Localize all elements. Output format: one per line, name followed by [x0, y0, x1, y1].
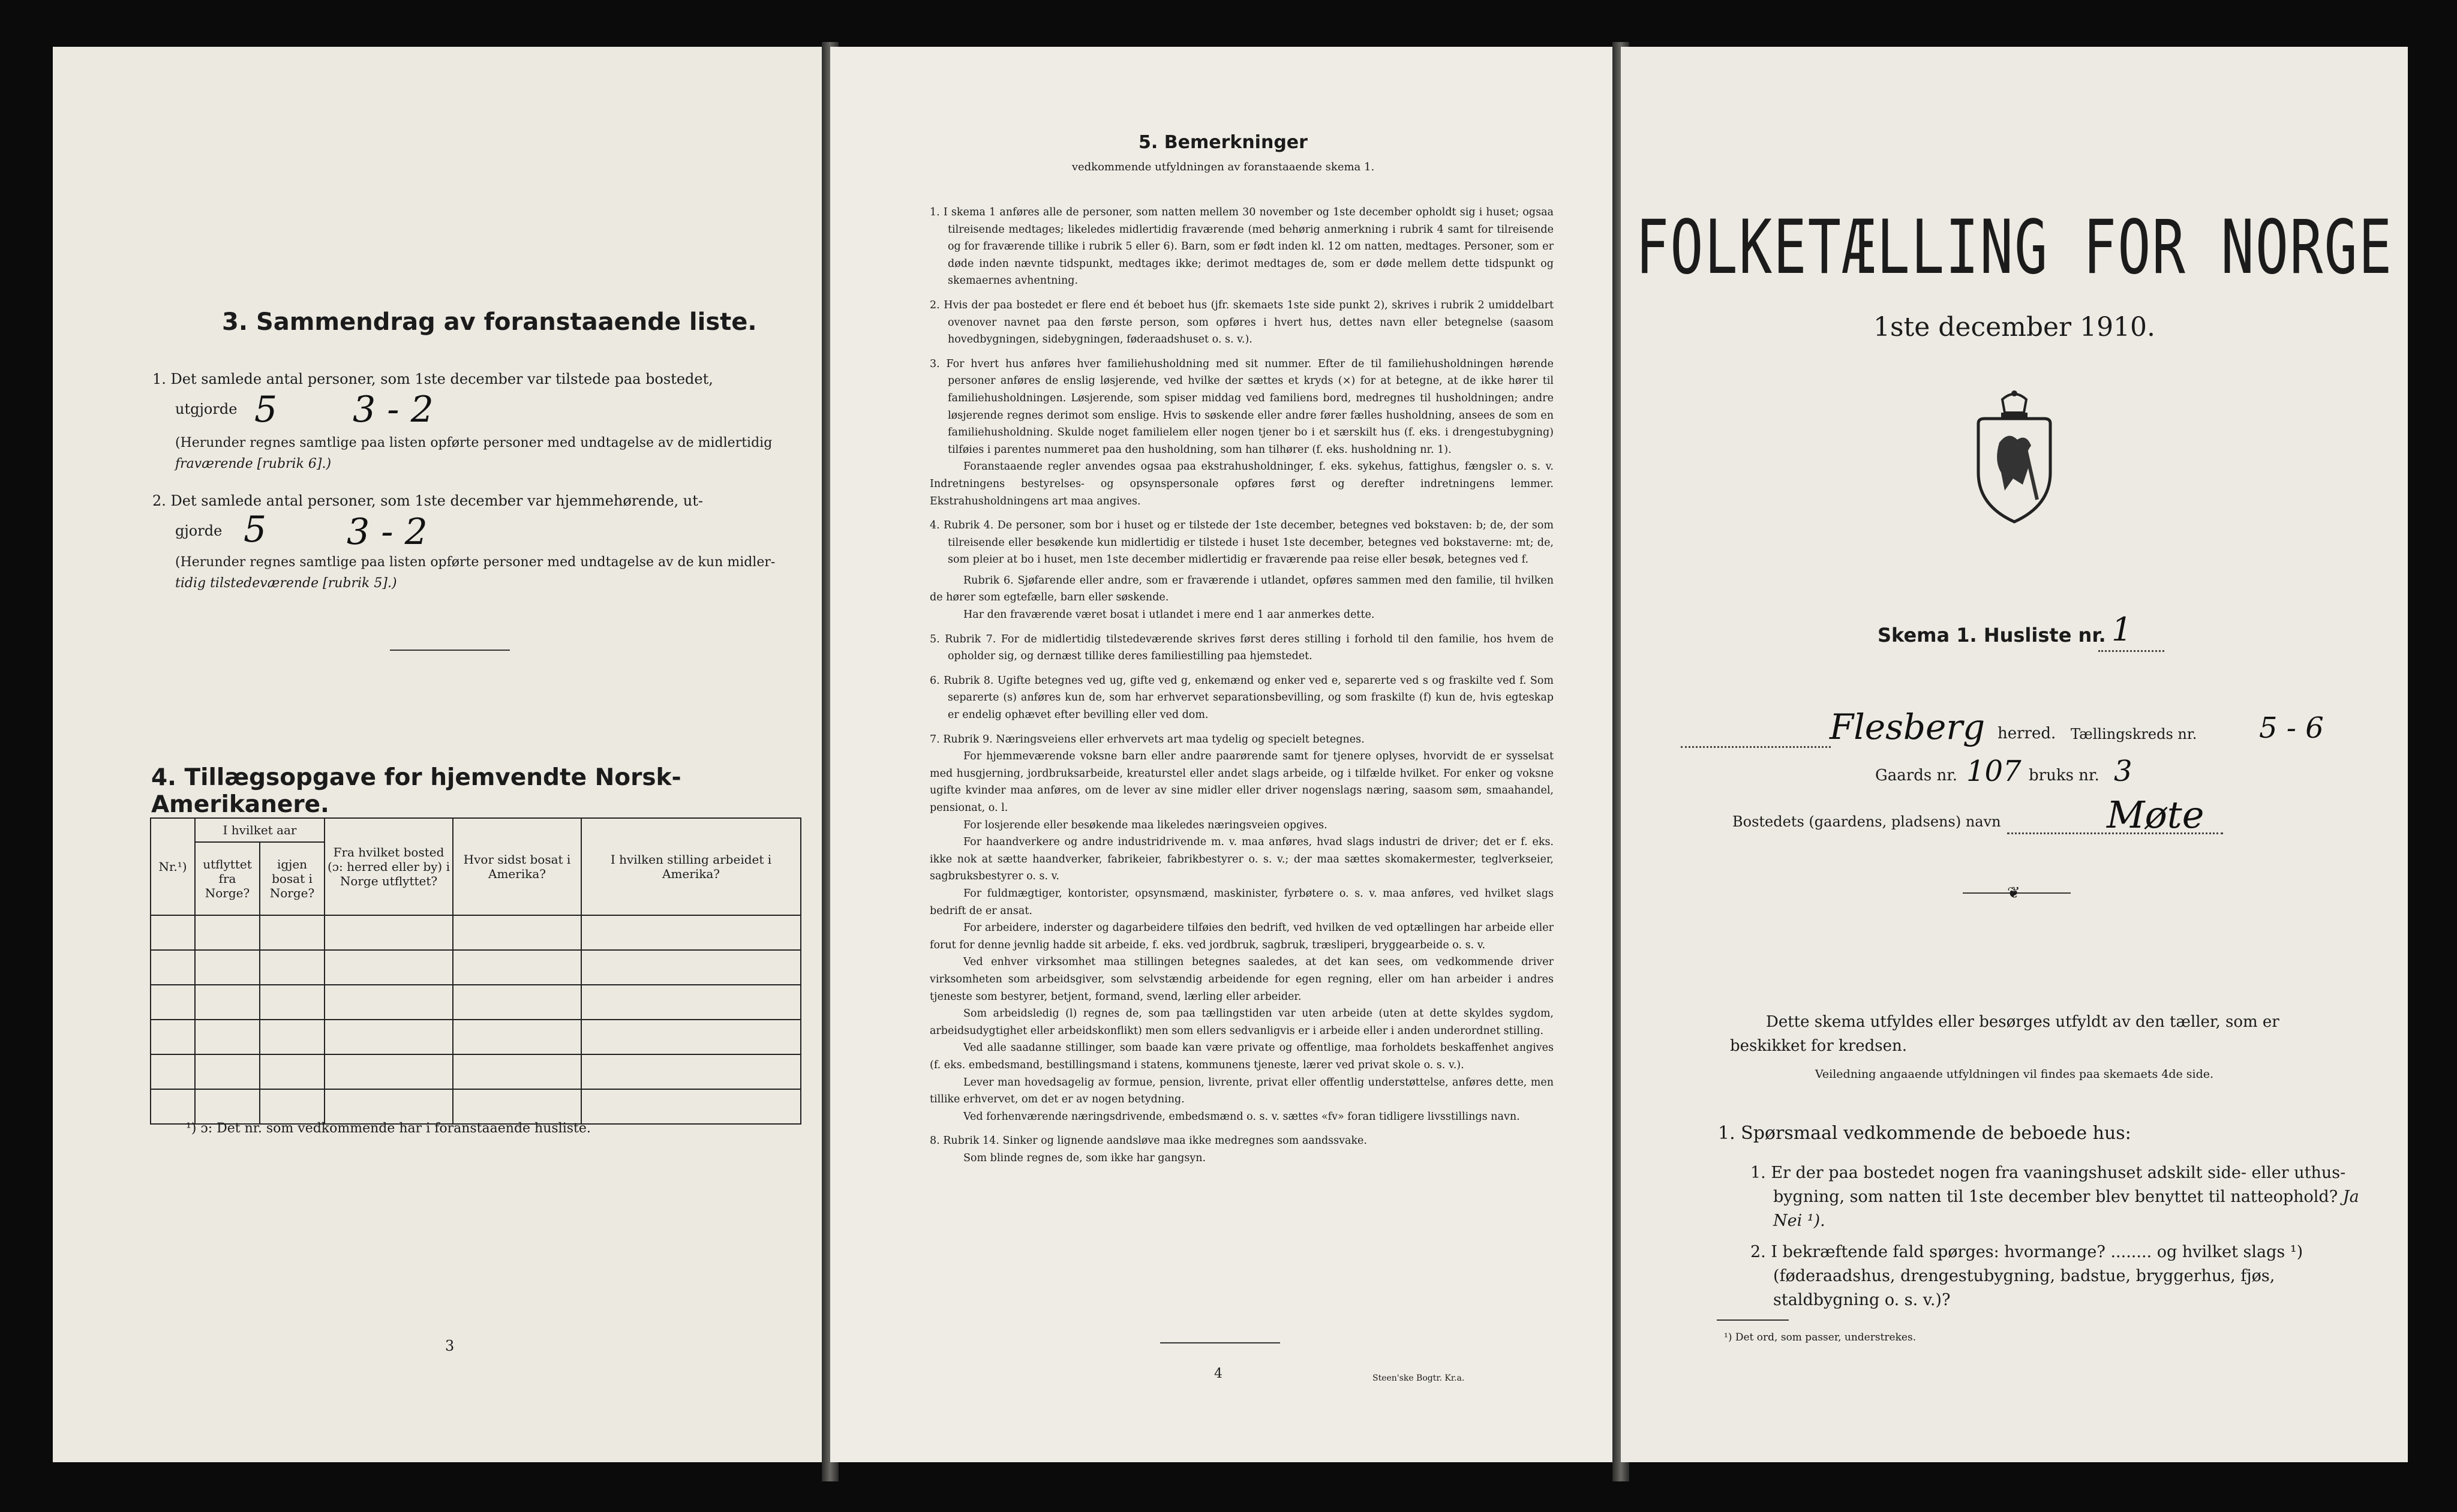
- table-row: [151, 985, 801, 1020]
- item2-prefix: gjorde: [175, 522, 223, 539]
- instruction-text: Dette skema utfyldes eller besørges utfyldt av den tæller, som er beskikket for kredsen.: [1730, 1013, 2279, 1055]
- remark-paragraph: Ved enhver virksomhet maa stillingen betegnes saaledes, at det kan sees, om vedkommende driver virksomheten som arbeidsgiver, som selvstændig arbeidende for egen regning, eller om han arbeider i andres tjeneste som bestyrer, betjent, formand, svend, lærling eller arbeider.: [930, 956, 1554, 1003]
- th-nr: Nr.¹): [151, 818, 195, 915]
- bosted-label: Bostedets (gaardens, pladsens) navn: [1732, 813, 2001, 830]
- item1-note1: (Herunder regnes samtlige paa listen opførte personer med undtagelse av de midlertidig: [175, 435, 773, 450]
- th-from-where: Fra hvilket bosted (ɔ: herred eller by) i Norge utflyttet?: [325, 818, 453, 915]
- page-number-middle: 4: [1214, 1366, 1223, 1381]
- table-row: [151, 915, 801, 950]
- remark-paragraph: Ved alle saadanne stillinger, som baade kan være private og offentlige, maa forholdets beskaffenhet angives (f. eks. embedsmand, bestillingsmand i statens, kommunens tjeneste, lærer ved privat skole o. s. v.).: [930, 1042, 1554, 1071]
- item2-note1: (Herunder regnes samtlige paa listen opførte personer med undtagelse av de kun midler-: [175, 555, 776, 570]
- divider: [390, 650, 510, 651]
- remark-paragraph: 4. Rubrik 4. De personer, som bor i huset og er tilstede der 1ste december, betegnes ved bokstaven: b; de, der som tilreisende eller besøkende kun midlertidig er tilstede i huset 1ste december, betegnes ved bokstaverne: mt; de, som pleier at bo i huset, men 1ste december midlertidig er fraværende paa reise eller besøk, betegnes ved f.: [930, 519, 1554, 566]
- skema-label: Skema 1. Husliste nr.: [1878, 624, 2106, 647]
- bemerkninger-title: 5. Bemerkninger: [1139, 132, 1308, 153]
- remark-paragraph: 8. Rubrik 14. Sinker og lignende aandsløve maa ikke medregnes som aandssvake.: [930, 1135, 1367, 1147]
- remark-paragraph: Som blinde regnes de, som ikke har gangsyn.: [963, 1152, 1206, 1164]
- census-date: 1ste december 1910.: [1873, 312, 2156, 342]
- th-last-lived: Hvor sidst bosat i Amerika?: [453, 818, 581, 915]
- question-2: 2. I bekræftende fald spørges: hvormange? ........ og hvilket slags ¹) (føderaadshus, drengestubygning, badstue, bryggerhus, fjøs, staldbygning o. s. v.)?: [1750, 1243, 2303, 1309]
- th-returned: igjen bosat i Norge?: [260, 842, 325, 915]
- remark-paragraph: For haandverkere og andre industridrivende m. v. maa anføres, hvad slags industri de driver; det er f. eks. ikke nok at sætte haandverker, fabrikeier, fabrikbestyrer o. s. v.; der maa sættes skomakermester, teglverkseier, sagbruksbestyrer o. s. v.: [930, 836, 1554, 883]
- bruks-hand-value: 3: [2114, 755, 2132, 788]
- remark-paragraph: For losjerende eller besøkende maa likeledes næringsveien opgives.: [963, 819, 1327, 831]
- divider: [1717, 1319, 1789, 1321]
- kreds-hand-value: 5 - 6: [2259, 711, 2324, 745]
- item1-hand-split: 3 - 2: [353, 389, 434, 431]
- remark-paragraph: Som arbeidsledig (l) regnes de, som paa tællingstiden var uten arbeide (uten at dette skyldes sygdom, arbeidsudygtighet eller arbeidskonflikt) men som ellers sedvanligvis er i arbeide eller i anden underordnet stilling.: [930, 1008, 1554, 1037]
- question-1-text: 1. Er der paa bostedet nogen fra vaaningshuset adskilt side- eller uthus-bygning, som natten til 1ste december blev benyttet til natteophold?: [1750, 1164, 2346, 1206]
- remark-paragraph: For arbeidere, inderster og dagarbeidere tilføies den bedrift, ved hvilken de ved optællingen har arbeide eller forut for denne jevnlig hadde sit arbeide, f. eks. ved jordbruk, sagbruk, træsliperi, bryggearbeide o. s. v.: [930, 922, 1554, 951]
- gaards-hand-value: 107: [1966, 755, 2022, 788]
- remark-paragraph: 1. I skema 1 anføres alle de personer, som natten mellem 30 november og 1ste december opholdt sig i huset; ogsaa tilreisende medtages; likeledes midlertidig fraværende (med behørig anmerkning i rubrik 4 samt for tilreisende og for fraværende tillike i rubrik 5 eller 6). Barn, som er født inden kl. 12 om natten, medtages. Personer, som er døde inden nævnte tidspunkt, medtages ikke; derimot medtages de, som er døde mellem dette tidspunkt og skemaernes avhentning.: [930, 206, 1554, 287]
- gaards-label: Gaards nr.: [1875, 766, 1958, 784]
- skema-hand-value: 1: [2111, 611, 2132, 648]
- printer-mark: Steen'ske Bogtr. Kr.a.: [1372, 1373, 1465, 1383]
- item2-hand-split: 3 - 2: [347, 511, 428, 553]
- remark-paragraph: 2. Hvis der paa bostedet er flere end ét beboet hus (jfr. skemaets 1ste side punkt 2), skrives i rubrik 2 umiddelbart ovenover navnet paa den første person, som opføres i hvert hus, dettes navn eller betegnelse (saasom hovedbygningen, sidebygningen, føderaadshuset o. s. v.).: [930, 299, 1554, 346]
- right-footnote: ¹) Det ord, som passer, understrekes.: [1724, 1331, 1917, 1343]
- table-row: [151, 950, 801, 985]
- remark-paragraph: For fuldmægtiger, kontorister, opsynsmænd, maskinister, fyrbøtere o. s. v. maa anføres, ved hvilket slags bedrift de er ansat.: [930, 887, 1554, 917]
- remark-paragraph: 6. Rubrik 8. Ugifte betegnes ved ug, gifte ved g, enkemænd og enker ved e, separerte ved s og fraskilte ved f. Som separerte (s) anføres kun de, som har erhvervet separationsbevilling, og som fraskilte (f) kun de, hvis egteskap er endelig ophævet efter bevilling eller ved dom.: [930, 674, 1554, 722]
- bosted-hand-value: Møte: [2107, 793, 2204, 837]
- item2-line1: 2. Det samlede antal personer, som 1ste december var hjemmehørende, ut-: [152, 492, 703, 509]
- norsk-amerikanere-table: [150, 817, 801, 1125]
- item1-line1: 1. Det samlede antal personer, som 1ste december var tilstede paa bostedet,: [152, 371, 713, 387]
- herred-hand-value: Flesberg: [1830, 707, 1986, 747]
- left-page: [53, 47, 827, 1462]
- middle-page: [830, 47, 1616, 1462]
- table-row: [151, 1054, 801, 1089]
- remark-paragraph: Har den fraværende været bosat i utlandet i mere end 1 aar anmerkes dette.: [963, 609, 1375, 621]
- th-group: I hvilket aar: [195, 818, 325, 842]
- bruks-label: bruks nr.: [2029, 766, 2099, 784]
- bemerkninger-subtitle: vedkommende utfyldningen av foranstaaende skema 1.: [1071, 161, 1375, 173]
- remark-paragraph: Foranstaaende regler anvendes ogsaa paa ekstrahusholdninger, f. eks. sykehus, fattighus, fængsler o. s. v. Indretningens bestyrelses- og opsynspersonale opføres først og derefter indretningens lemmer. Ekstrahusholdningens art maa angives.: [930, 461, 1554, 507]
- coat-of-arms-icon: [1966, 389, 2062, 527]
- remark-paragraph: For hjemmeværende voksne barn eller andre paarørende samt for tjenere oplyses, hvorvidt de er sysselsat med husgjerning, jordbruksarbeide, kreaturstel eller andet slags arbeide, og i tilfælde hvilket. For enker og voksne ugifte kvinder maa anføres, om de lever av sine midler eller driver nogenslags næring, saasom søm, smaahandel, pensionat, o. l.: [930, 750, 1554, 814]
- census-title: FOLKETÆLLING FOR NORGE: [1635, 204, 2393, 291]
- table-footnote: ¹) ɔ: Det nr. som vedkommende har i foranstaaende husliste.: [186, 1121, 591, 1136]
- remark-paragraph: 5. Rubrik 7. For de midlertidig tilstedeværende skrives først deres stilling i forhold til den familie, hos hvem de opholder sig, og dernæst tillike deres familiestilling paa hjemstedet.: [930, 633, 1554, 663]
- section4-title: 4. Tillægsopgave for hjemvendte Norsk-Amerikanere.: [151, 764, 681, 818]
- page-number-left: 3: [445, 1337, 455, 1354]
- th-emigrated: utflyttet fra Norge?: [195, 842, 260, 915]
- item2-hand-value: 5: [244, 509, 267, 551]
- remark-paragraph: Rubrik 6. Sjøfarende eller andre, som er fraværende i utlandet, opføres sammen med den familie, til hvilken de hører som egtefælle, barn eller søskende.: [930, 574, 1554, 604]
- instruction-note: Veiledning angaaende utfyldningen vil findes paa skemaets 4de side.: [1815, 1068, 2214, 1081]
- table-row: [151, 1020, 801, 1054]
- bemerkninger-body: [930, 204, 1554, 1167]
- remark-paragraph: Lever man hovedsagelig av formue, pension, livrente, privat eller offentlig understøttelse, anføres dette, men tillike erhvervet, om det er av nogen betydning.: [930, 1076, 1554, 1106]
- item1-note2: fraværende [rubrik 6].): [175, 456, 332, 471]
- item1-prefix: utgjorde: [175, 401, 238, 417]
- question-1-options: Ja Nei ¹).: [1773, 1188, 2359, 1230]
- herred-label: herred.: [1998, 725, 2056, 743]
- right-page: [1621, 47, 2408, 1462]
- kreds-label: Tællingskreds nr.: [2071, 726, 2197, 743]
- remark-paragraph: 7. Rubrik 9. Næringsveiens eller erhvervets art maa tydelig og specielt betegnes.: [930, 733, 1365, 746]
- divider: [1160, 1342, 1280, 1343]
- section3-title: 3. Sammendrag av foranstaaende liste.: [222, 308, 757, 336]
- item2-note2: tidig tilstedeværende [rubrik 5].): [175, 576, 397, 591]
- item1-hand-value: 5: [254, 389, 278, 431]
- remark-paragraph: 3. For hvert hus anføres hver familiehusholdning med sit nummer. Efter de til familiehusholdningen hørende personer anføres de enslig løsjerende, ved hvilke der sættes et kryds (×) for at betegne, at de ikke hører til familiehusholdningen. Løsjerende, som spiser middag ved familiens bord, medregnes til husholdningen; andre løsjerende regnes derimot som enslige. Hvis to søskende eller andre fører fælles husholdning, ansees de som en familiehusholdning. Skulde noget familielem eller nogen tjener bo i et særskilt hus (f. eks. i drengestubygning) tilføies i parentes nummeret paa den husholdning, som han tilhører (f. eks. husholdning nr. 1).: [930, 357, 1554, 456]
- question-1: [1750, 1161, 2373, 1233]
- th-position: I hvilken stilling arbeidet i Amerika?: [581, 818, 801, 915]
- ornament-icon: ❦: [2007, 884, 2020, 902]
- question-heading: 1. Spørsmaal vedkommende de beboede hus:: [1718, 1123, 2131, 1144]
- remark-paragraph: Ved forhenværende næringsdrivende, embedsmænd o. s. v. sættes «fv» foran tidligere livsstillings navn.: [963, 1110, 1520, 1123]
